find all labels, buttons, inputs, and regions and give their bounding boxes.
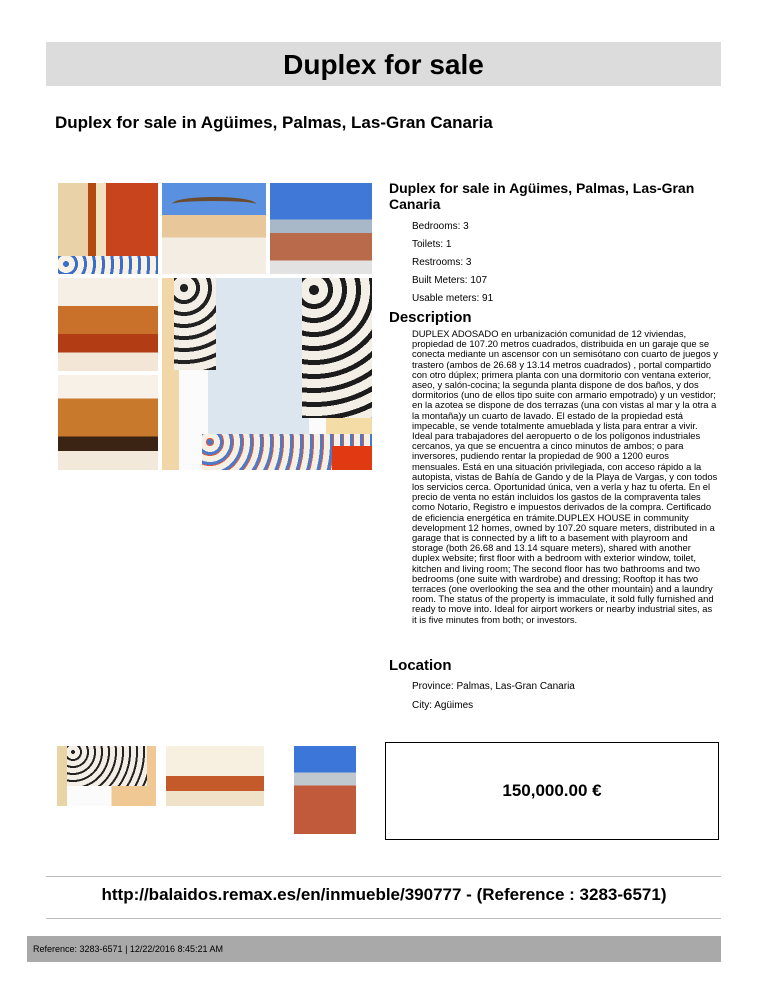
spec-built-meters: Built Meters: 107 xyxy=(412,275,488,286)
info-heading: Duplex for sale in Agüimes, Palmas, Las-Gran Canaria xyxy=(389,180,695,212)
location-heading: Location xyxy=(389,657,452,674)
spec-restrooms: Restrooms: 3 xyxy=(412,257,472,268)
description-text: DUPLEX ADOSADO en urbanización comunidad de 12 viviendas, propiedad de 107.20 metros cuadrados, distribuida en un garaje que se conecta mediante un ascensor con un semisótano con cuarto de juegos y trastero (ambos de 26.68 y 13.14 metros cuadrados) , portal compartido con otro dúplex; primera planta con una dormitorio con ventana exterior, aseo, y salón-cocina; la segunda planta dispone de dos baños, y dos dormitorios (uno de ellos tipo suite con armario empotrado) y un vestidor; en la azotea se dispone de dos terrazas (una con vistas al mar y la otra a la montaña)y un cuarto de lavado. El estado de la propiedad está impecable, se vende totalmente amueblada y lista para entrar a vivir. Ideal para trabajadores del aeropuerto o de los polígonos industriales cercanos, ya que se encuentra a cinco minutos de ambos; o para inversores, pudiendo rentar la propiedad de 900 a 1200 euros mensuales. Está en una situación privilegiada, con acceso rápido a la autopista, vistas de Bahía de Gando y de la Playa de Vargas, y con todos los servicios cerca. Oportunidad única, ven a verla y haz tu oferta. En el precio de venta no están incluidos los gastos de la compraventa tales como Notario, Registro e impuestos derivados de la compra. Certificado de eficiencia energética en trámite.DUPLEX HOUSE in community development 12 homes, owned by 107.20 square meters, distributed in a garage that is connected by a lift to a basement with playroom and storage (both 26.68 and 13.14 square meters), shared with another duplex website; first floor with a bedroom with exterior window, toilet, kitchen and living room; The second floor has two bathrooms and two bedrooms (one suite with wardrobe) and dressing; Rooftop it has two terraces (one overlooking the sea and the other mountain) and a laundry room. The status of the property is immaculate, it sold fully furnished and ready to move into. Ideal for airport workers or nearby industrial sites, as it is five minutes from both; or investors. xyxy=(412,328,718,625)
thumbnail-living-room xyxy=(166,746,264,806)
spec-usable-meters: Usable meters: 91 xyxy=(412,293,494,304)
photo-kitchen-oven xyxy=(58,375,158,470)
photo-collage xyxy=(58,183,372,470)
location-details xyxy=(412,677,575,715)
spec-bedrooms: Bedrooms: 3 xyxy=(412,221,469,232)
location-province: Province: Palmas, Las-Gran Canaria xyxy=(412,681,575,692)
thumbnail-bedroom xyxy=(57,746,156,806)
spec-list xyxy=(412,218,724,308)
photo-sea-view xyxy=(270,183,372,274)
price-box xyxy=(385,742,719,840)
photo-pillow xyxy=(332,446,372,470)
listing-url[interactable]: http://balaidos.remax.es/en/inmueble/390777 - (Reference : 3283-6571) xyxy=(101,885,667,904)
photo-bedroom-closet xyxy=(58,183,158,274)
spec-toilets: Toilets: 1 xyxy=(412,239,452,250)
listing-subtitle: Duplex for sale in Agüimes, Palmas, Las-Gran Canaria xyxy=(55,113,493,132)
thumbnail-rooftop-view xyxy=(294,746,356,834)
page-title: Duplex for sale xyxy=(283,49,484,80)
divider-top xyxy=(46,876,721,877)
description-heading: Description xyxy=(389,309,472,326)
footer-bar xyxy=(27,936,721,962)
title-bar xyxy=(46,42,721,86)
location-city: City: Agüimes xyxy=(412,700,474,711)
divider-bottom xyxy=(46,918,721,919)
photo-kitchen xyxy=(58,278,158,371)
footer-reference: Reference: 3283-6571 | 12/22/2016 8:45:21 AM xyxy=(33,944,223,954)
info-block xyxy=(389,180,724,308)
photo-bedroom-window xyxy=(162,278,372,470)
price-value: 150,000.00 € xyxy=(502,781,602,800)
photo-rooftop-terrace xyxy=(162,183,266,274)
